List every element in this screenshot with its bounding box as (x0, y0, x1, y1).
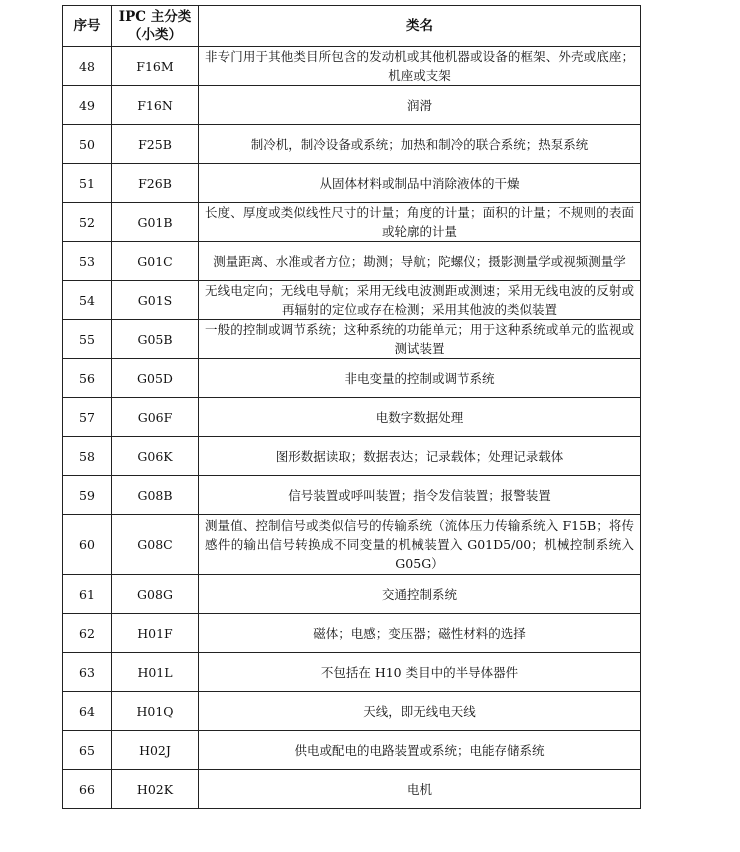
row-name: 一般的控制或调节系统；这种系统的功能单元；用于这种系统或单元的监视或测试装置 (199, 320, 641, 359)
table-row (63, 164, 641, 203)
row-name: 天线，即无线电天线 (199, 692, 641, 731)
row-name: 从固体材料或制品中消除液体的干燥 (199, 164, 641, 203)
row-code: H01L (112, 653, 199, 692)
table-row (63, 476, 641, 515)
table-row (63, 692, 641, 731)
row-seq: 48 (63, 47, 112, 86)
row-code: G06F (112, 398, 199, 437)
table-row (63, 515, 641, 575)
row-seq: 65 (63, 731, 112, 770)
row-seq: 66 (63, 770, 112, 809)
row-code: H01F (112, 614, 199, 653)
row-seq: 57 (63, 398, 112, 437)
table-row (63, 770, 641, 809)
table-row (63, 242, 641, 281)
row-code: F25B (112, 125, 199, 164)
header-seq: 序号 (63, 6, 112, 47)
row-seq: 63 (63, 653, 112, 692)
row-code: G06K (112, 437, 199, 476)
row-name: 供电或配电的电路装置或系统；电能存储系统 (199, 731, 641, 770)
table-row (63, 437, 641, 476)
table-row (63, 614, 641, 653)
row-code: G08G (112, 575, 199, 614)
row-code: F26B (112, 164, 199, 203)
row-seq: 50 (63, 125, 112, 164)
table-header-row (63, 6, 641, 47)
row-seq: 51 (63, 164, 112, 203)
row-code: G05D (112, 359, 199, 398)
row-code: G01C (112, 242, 199, 281)
row-code: F16N (112, 86, 199, 125)
table-row (63, 86, 641, 125)
table-row (63, 281, 641, 320)
row-code: G01B (112, 203, 199, 242)
row-seq: 54 (63, 281, 112, 320)
table-row (63, 203, 641, 242)
row-code: G08C (112, 515, 199, 575)
row-name: 图形数据读取；数据表达；记录载体；处理记录载体 (199, 437, 641, 476)
row-seq: 59 (63, 476, 112, 515)
row-name: 磁体；电感；变压器；磁性材料的选择 (199, 614, 641, 653)
row-name: 长度、厚度或类似线性尺寸的计量；角度的计量；面积的计量；不规则的表面或轮廓的计量 (199, 203, 641, 242)
table-row (63, 575, 641, 614)
row-name: 无线电定向；无线电导航；采用无线电波测距或测速；采用无线电波的反射或再辐射的定位或存在检测；采用其他波的类似装置 (199, 281, 641, 320)
row-seq: 53 (63, 242, 112, 281)
row-code: H02J (112, 731, 199, 770)
row-seq: 60 (63, 515, 112, 575)
row-name: 电数字数据处理 (199, 398, 641, 437)
row-code: G01S (112, 281, 199, 320)
row-seq: 62 (63, 614, 112, 653)
header-name: 类名 (199, 6, 641, 47)
header-ipc: IPC 主分类（小类） (112, 6, 199, 47)
row-seq: 52 (63, 203, 112, 242)
row-name: 信号装置或呼叫装置；指令发信装置；报警装置 (199, 476, 641, 515)
row-seq: 61 (63, 575, 112, 614)
ipc-classification-table (62, 5, 641, 809)
row-seq: 55 (63, 320, 112, 359)
row-code: H01Q (112, 692, 199, 731)
row-seq: 56 (63, 359, 112, 398)
row-seq: 64 (63, 692, 112, 731)
row-seq: 58 (63, 437, 112, 476)
table-row (63, 731, 641, 770)
table-row (63, 359, 641, 398)
row-seq: 49 (63, 86, 112, 125)
row-name: 非专门用于其他类目所包含的发动机或其他机器或设备的框架、外壳或底座；机座或支架 (199, 47, 641, 86)
row-name: 测量值、控制信号或类似信号的传输系统（流体压力传输系统入 F15B；将传感件的输出信号转换成不同变量的机械装置入 G01D5/00；机械控制系统入 G05G） (199, 515, 641, 575)
row-code: H02K (112, 770, 199, 809)
table-row (63, 398, 641, 437)
row-name: 非电变量的控制或调节系统 (199, 359, 641, 398)
row-name: 润滑 (199, 86, 641, 125)
table-row (63, 653, 641, 692)
table-row (63, 320, 641, 359)
row-code: G05B (112, 320, 199, 359)
table-row (63, 47, 641, 86)
row-name: 交通控制系统 (199, 575, 641, 614)
row-name: 测量距离、水准或者方位；勘测；导航；陀螺仪；摄影测量学或视频测量学 (199, 242, 641, 281)
row-name: 电机 (199, 770, 641, 809)
row-name: 制冷机，制冷设备或系统；加热和制冷的联合系统；热泵系统 (199, 125, 641, 164)
table-row (63, 125, 641, 164)
row-name: 不包括在 H10 类目中的半导体器件 (199, 653, 641, 692)
row-code: F16M (112, 47, 199, 86)
row-code: G08B (112, 476, 199, 515)
